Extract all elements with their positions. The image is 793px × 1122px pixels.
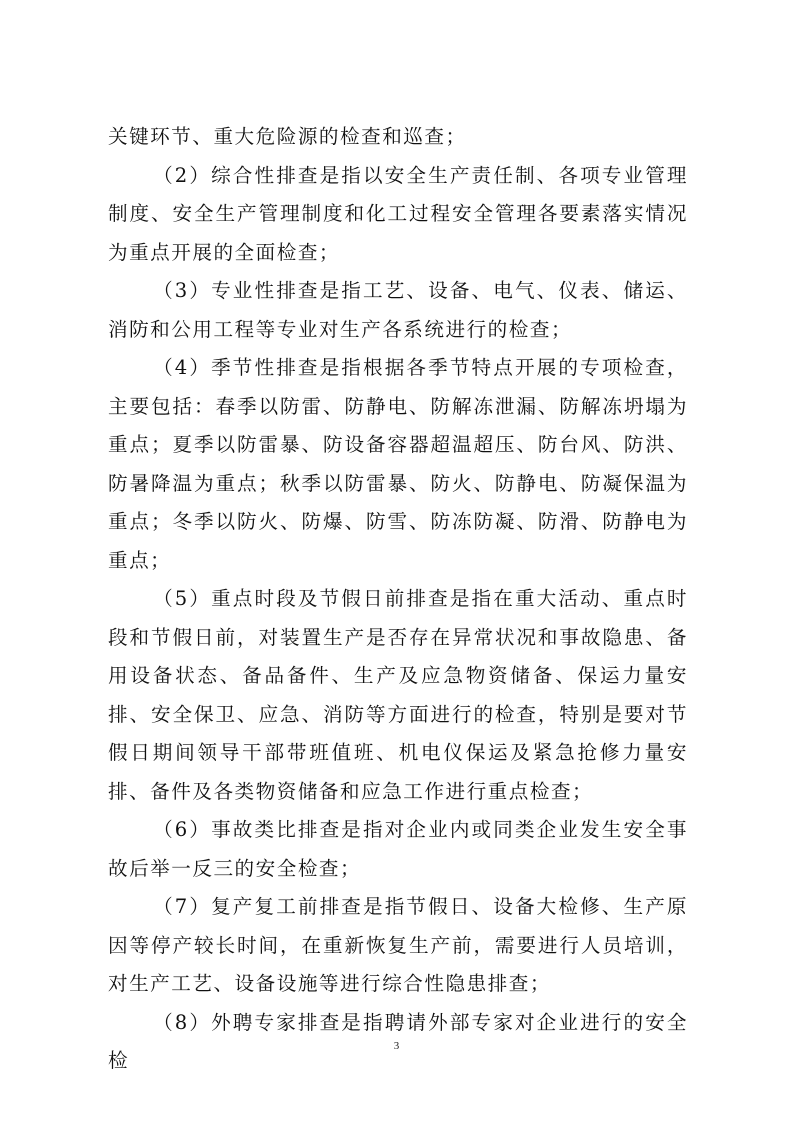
paragraph-item-7: （7）复产复工前排查是指节假日、设备大检修、生产原因等停产较长时间，在重新恢复生产前，需要进行人员培训，对生产工艺、设备设施等进行综合性隐患排查； bbox=[108, 895, 688, 995]
paragraph-item-6: （6）事故类比排查是指对企业内或同类企业发生安全事故后举一反三的安全检查； bbox=[108, 818, 688, 880]
paragraph-item-4: （4）季节性排查是指根据各季节特点开展的专项检查，主要包括：春季以防雷、防静电、防解冻泄漏、防解冻坍塌为重点；夏季以防雷暴、防设备容器超温超压、防台风、防洪、防暑降温为重点；秋季以防雷暴、防火、防静电、防凝保温为重点；冬季以防火、防爆、防雪、防冻防凝、防滑、防静电为重点； bbox=[108, 356, 688, 572]
paragraph-item-5: （5）重点时段及节假日前排查是指在重大活动、重点时段和节假日前，对装置生产是否存在异常状况和事故隐患、备用设备状态、备品备件、生产及应急物资储备、保运力量安排、安全保卫、应急、消防等方面进行的检查，特别是要对节假日期间领导干部带班值班、机电仪保运及紧急抢修力量安排、备件及各类物资储备和应急工作进行重点检查； bbox=[108, 587, 688, 803]
paragraph-item-8: （8）外聘专家排查是指聘请外部专家对企业进行的安全检 bbox=[108, 1010, 688, 1072]
paragraph-item-3: （3）专业性排查是指工艺、设备、电气、仪表、储运、消防和公用工程等专业对生产各系统进行的检查； bbox=[108, 279, 688, 341]
paragraph-continuation: 关键环节、重大危险源的检查和巡查； bbox=[108, 125, 467, 148]
page-number: 3 bbox=[393, 1040, 400, 1052]
body-text bbox=[108, 118, 688, 1081]
paragraph-item-2: （2）综合性排查是指以安全生产责任制、各项专业管理制度、安全生产管理制度和化工过程安全管理各要素落实情况为重点开展的全面检查； bbox=[108, 163, 688, 264]
